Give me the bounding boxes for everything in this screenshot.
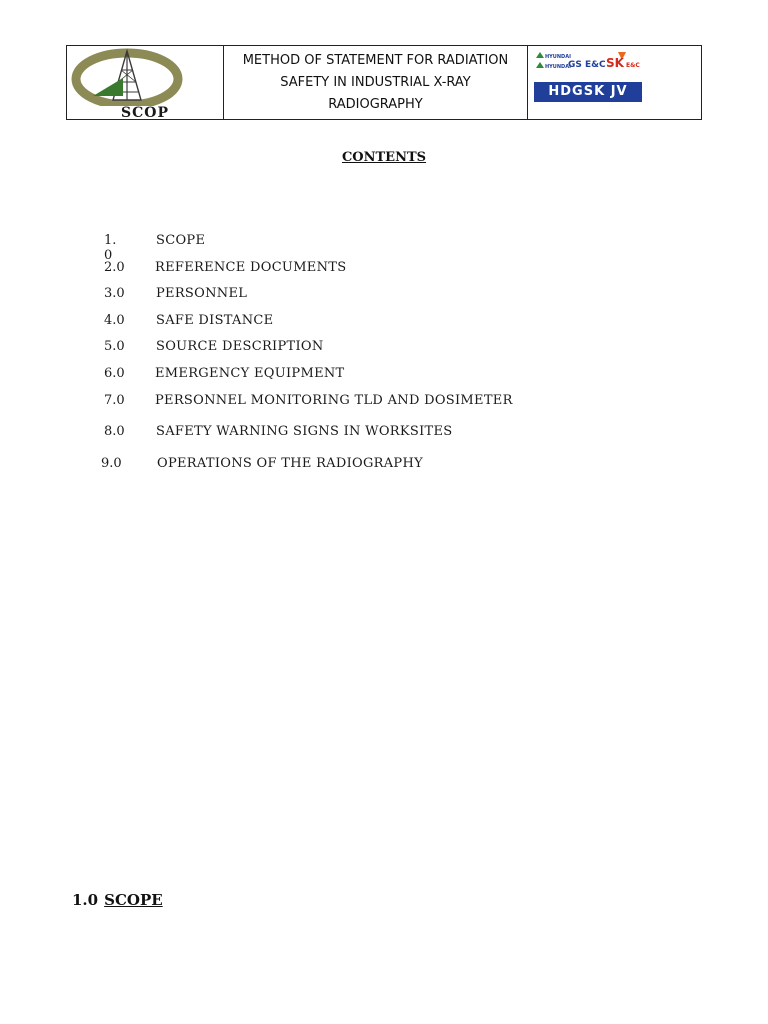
toc-item-label: PERSONNEL MONITORING TLD AND DOSIMETER: [155, 393, 513, 408]
section-title: SCOPE: [104, 891, 163, 909]
toc-item-number: 8.0: [104, 424, 125, 439]
jv-logo-cell: [528, 46, 701, 119]
hyundai-logo-text: HYUNDAI: [545, 54, 571, 60]
scop-logo-cell: [67, 46, 224, 119]
jv-brands-icon: [534, 50, 642, 78]
toc-item-label: EMERGENCY EQUIPMENT: [155, 366, 345, 381]
contents-heading: CONTENTS: [341, 150, 427, 165]
jv-logo: [534, 50, 642, 102]
hyundai-logo-text-2: HYUNDAI: [545, 64, 571, 70]
section-number: 1.0: [72, 891, 99, 909]
toc-item-label: SOURCE DESCRIPTION: [156, 339, 324, 354]
gs-logo-text: GS E&C: [568, 60, 606, 70]
toc-item-number: 9.0: [101, 456, 122, 471]
toc-item-number: 2.0: [104, 260, 125, 275]
document-header: [66, 45, 702, 120]
toc-item-label: OPERATIONS OF THE RADIOGRAPHY: [157, 456, 423, 471]
scop-logo: [71, 48, 219, 119]
toc-item-label: SAFE DISTANCE: [156, 313, 274, 328]
toc-item-label: SAFETY WARNING SIGNS IN WORKSITES: [156, 424, 453, 439]
scop-emblem-icon: [71, 48, 219, 106]
scop-logo-text: SCOP: [121, 105, 169, 121]
toc-item-number: 7.0: [104, 393, 125, 408]
toc-item-label: REFERENCE DOCUMENTS: [155, 260, 347, 275]
toc-item-number: 5.0: [104, 339, 125, 354]
toc-item-number: 6.0: [104, 366, 125, 381]
jv-name: HDGSK JV: [534, 82, 642, 102]
sk-logo-text: SK: [606, 56, 624, 70]
title-cell: [224, 46, 528, 119]
sk-suffix-text: E&C: [626, 62, 640, 69]
section-heading: [72, 891, 163, 909]
toc-item-label: SCOPE: [156, 233, 206, 248]
toc-item-label: PERSONNEL: [156, 286, 248, 301]
document-title: METHOD OF STATEMENT FOR RADIATION SAFETY IN INDUSTRIAL X-RAY RADIOGRAPHY: [242, 52, 509, 112]
toc-item-number: 3.0: [104, 286, 125, 301]
toc-item-number: 4.0: [104, 313, 125, 328]
toc-item-number: 1. 0: [104, 233, 117, 263]
